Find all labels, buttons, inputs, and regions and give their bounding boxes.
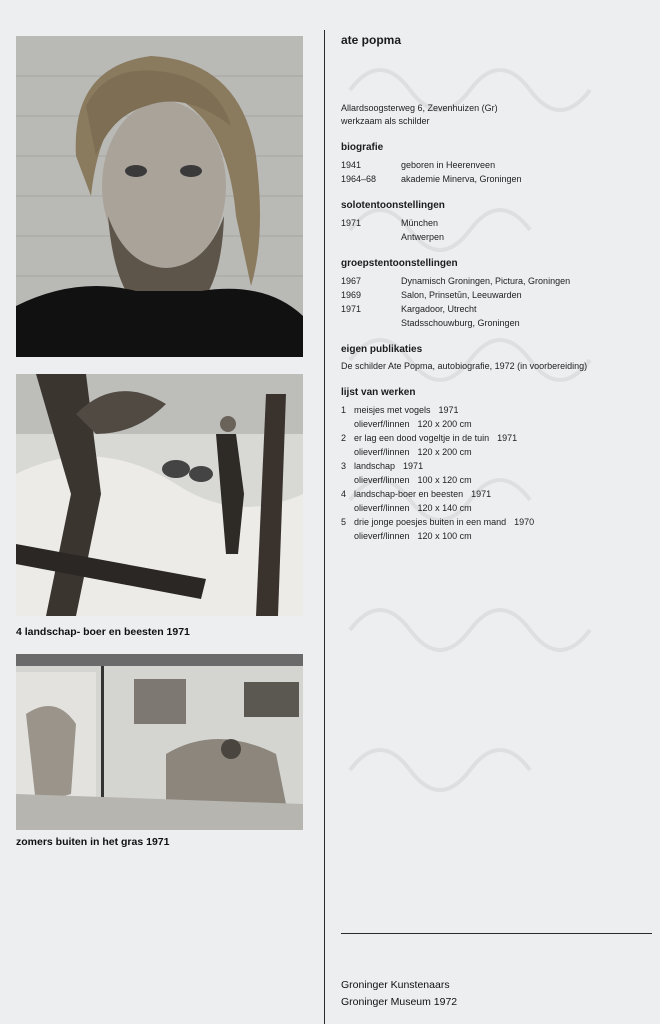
section-heading: groepstentoonstellingen: [341, 258, 458, 269]
section-solotentoonstellingen: [341, 200, 641, 244]
work-item: 5 drie jonge poesjes buiten in een mand 1970 olieverf/linnen 120 x 100 cm: [341, 517, 535, 541]
section-lijst-van-werken: [341, 387, 641, 543]
section-biografie: [341, 142, 641, 186]
address-block: [341, 102, 641, 128]
list-item: Antwerpen: [401, 232, 445, 242]
painting-landschap-boer-en-beesten: [16, 374, 303, 616]
artist-info-column: [341, 33, 641, 543]
artist-occupation: werkzaam als schilder: [341, 116, 430, 126]
list-item: 1964–68 akademie Minerva, Groningen: [341, 174, 522, 184]
footer-line-1: Groninger Kunstenaars: [341, 979, 450, 991]
painting2-caption: zomers buiten in het gras 1971: [16, 836, 170, 848]
work-item: 2 er lag een dood vogeltje in de tuin 1971 olieverf/linnen 120 x 200 cm: [341, 433, 518, 457]
section-eigen-publikaties: [341, 344, 641, 373]
section-heading: solotentoonstellingen: [341, 200, 445, 211]
painting-zomers-buiten-in-het-gras: [16, 654, 303, 830]
bottom-rule: [341, 933, 652, 934]
artist-portrait-photo: [16, 36, 303, 357]
column-divider: [324, 30, 325, 1024]
list-item: 1967 Dynamisch Groningen, Pictura, Groningen: [341, 276, 571, 286]
list-item: 1971 München: [341, 218, 439, 228]
artist-name: ate popma: [341, 33, 402, 47]
footer-line-2: Groninger Museum 1972: [341, 996, 458, 1008]
list-item: Stadsschouwburg, Groningen: [401, 318, 520, 328]
section-heading: biografie: [341, 142, 384, 153]
section-heading: lijst van werken: [341, 387, 416, 398]
artist-address: Allardsoogsterweg 6, Zevenhuizen (Gr): [341, 103, 498, 113]
list-item: 1941 geboren in Heerenveen: [341, 160, 496, 170]
work-item: 4 landschap-boer en beesten 1971 olieverf/linnen 120 x 140 cm: [341, 489, 492, 513]
publication-text: De schilder Ate Popma, autobiografie, 1972 (in voorbereiding): [341, 361, 588, 371]
work-item: 3 landschap 1971 olieverf/linnen 100 x 120 cm: [341, 461, 472, 485]
work-item: 1 meisjes met vogels 1971 olieverf/linnen 120 x 200 cm: [341, 405, 472, 429]
list-item: 1971 Kargadoor, Utrecht: [341, 304, 477, 314]
section-groepstentoonstellingen: [341, 258, 641, 330]
list-item: 1969 Salon, Prinsetūn, Leeuwarden: [341, 290, 522, 300]
section-heading: eigen publikaties: [341, 344, 423, 355]
painting1-caption: 4 landschap- boer en beesten 1971: [16, 626, 190, 638]
footer: [341, 977, 457, 1011]
